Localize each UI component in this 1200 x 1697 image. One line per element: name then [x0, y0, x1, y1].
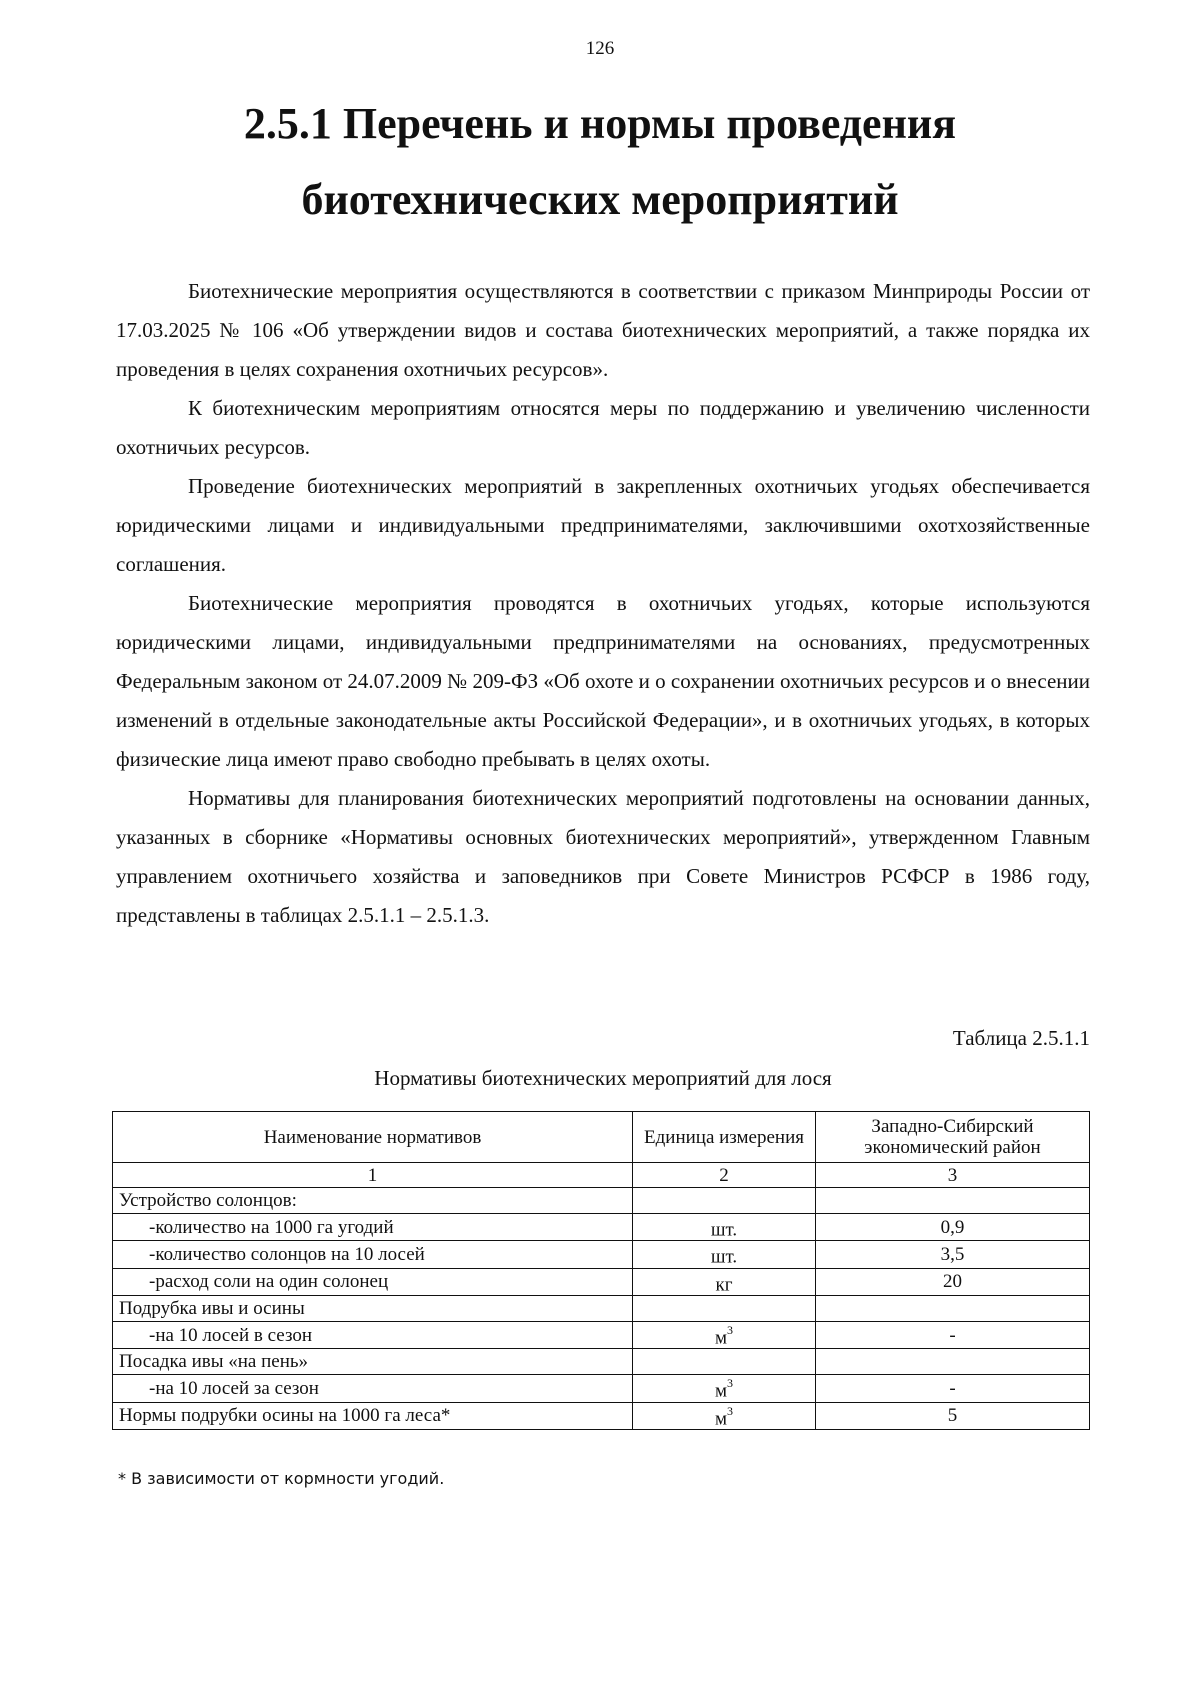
section-title-line-2: биотехнических мероприятий [301, 175, 899, 224]
row-value: - [816, 1375, 1090, 1402]
table-header-row [113, 1112, 1090, 1163]
row-value: - [816, 1321, 1090, 1348]
row-value [816, 1188, 1090, 1214]
table-row [113, 1268, 1090, 1295]
row-value: 5 [816, 1402, 1090, 1429]
paragraph: Биотехнические мероприятия проводятся в охотничьих угодьях, которые используются юридическими лицами, индивидуальными предпринимателями на основаниях, предусмотренных Федеральным законом от 24.07.2009 № 209-ФЗ «Об охоте и о сохранении охотничьих ресурсов и о внесении изменений в отдельные законодательные акты Российской Федерации», и в охотничьих угодьях, в которых физические лица имеют право свободно пребывать в целях охоты. [116, 591, 1090, 771]
row-unit: кг [633, 1268, 816, 1295]
row-name: -расход соли на один солонец [113, 1268, 633, 1295]
column-number-row [113, 1163, 1090, 1188]
section-title-line-1: 2.5.1 Перечень и нормы проведения [243, 99, 957, 148]
column-header-region: Западно-Сибирский экономический район [816, 1112, 1090, 1163]
table-footnote: * В зависимости от кормности угодий. [118, 1469, 445, 1488]
row-name: Устройство солонцов: [113, 1188, 633, 1214]
norms-table [112, 1111, 1090, 1430]
page-number: 126 [585, 38, 615, 59]
table-row [113, 1295, 1090, 1321]
row-value: 3,5 [816, 1241, 1090, 1268]
body-text [116, 272, 1090, 935]
table-row [113, 1188, 1090, 1214]
row-name: -количество солонцов на 10 лосей [113, 1241, 633, 1268]
row-unit: шт. [633, 1214, 816, 1241]
section-title [100, 86, 1100, 238]
table-row [113, 1214, 1090, 1241]
column-number: 2 [633, 1163, 816, 1188]
table-row [113, 1402, 1090, 1429]
row-value [816, 1295, 1090, 1321]
row-unit: шт. [633, 1241, 816, 1268]
row-unit [633, 1295, 816, 1321]
paragraph: Биотехнические мероприятия осуществляются в соответствии с приказом Минприроды России от 17.03.2025 № 106 «Об утверждении видов и состава биотехнических мероприятий, а также порядка их проведения в целях сохранения охотничьих ресурсов». [116, 279, 1090, 381]
table-caption: Нормативы биотехнических мероприятий для лося [374, 1066, 832, 1090]
row-name: -на 10 лосей в сезон [113, 1321, 633, 1348]
row-name: Нормы подрубки осины на 1000 га леса* [113, 1402, 633, 1429]
row-name: Подрубка ивы и осины [113, 1295, 633, 1321]
column-number: 1 [113, 1163, 633, 1188]
row-unit [633, 1349, 816, 1375]
column-header-name: Наименование нормативов [113, 1112, 633, 1163]
row-unit: $м^3$ [633, 1321, 816, 1348]
row-name: Посадка ивы «на пень» [113, 1349, 633, 1375]
table-row [113, 1375, 1090, 1402]
row-unit [633, 1188, 816, 1214]
table-row [113, 1241, 1090, 1268]
paragraph: Проведение биотехнических мероприятий в закрепленных охотничьих угодьях обеспечивается юридическими лицами и индивидуальными предпринимателями, заключившими охотхозяйственные соглашения. [116, 474, 1090, 576]
paragraph: Нормативы для планирования биотехнических мероприятий подготовлены на основании данных, указанных в сборнике «Нормативы основных биотехнических мероприятий», утвержденном Главным управлением охотничьего хозяйства и заповедников при Совете Министров РСФСР в 1986 году, представлены в таблицах 2.5.1.1 – 2.5.1.3. [116, 786, 1090, 927]
paragraph: К биотехническим мероприятиям относятся меры по поддержанию и увеличению численности охотничьих ресурсов. [116, 396, 1090, 459]
column-header-unit: Единица измерения [633, 1112, 816, 1163]
row-value: 0,9 [816, 1214, 1090, 1241]
row-value [816, 1349, 1090, 1375]
row-value: 20 [816, 1268, 1090, 1295]
row-unit: $м^3$ [633, 1375, 816, 1402]
table-row [113, 1349, 1090, 1375]
column-number: 3 [816, 1163, 1090, 1188]
table-number: Таблица 2.5.1.1 [952, 1026, 1090, 1050]
table-row [113, 1321, 1090, 1348]
row-name: -на 10 лосей за сезон [113, 1375, 633, 1402]
row-name: -количество на 1000 га угодий [113, 1214, 633, 1241]
row-unit: $м^3$ [633, 1402, 816, 1429]
